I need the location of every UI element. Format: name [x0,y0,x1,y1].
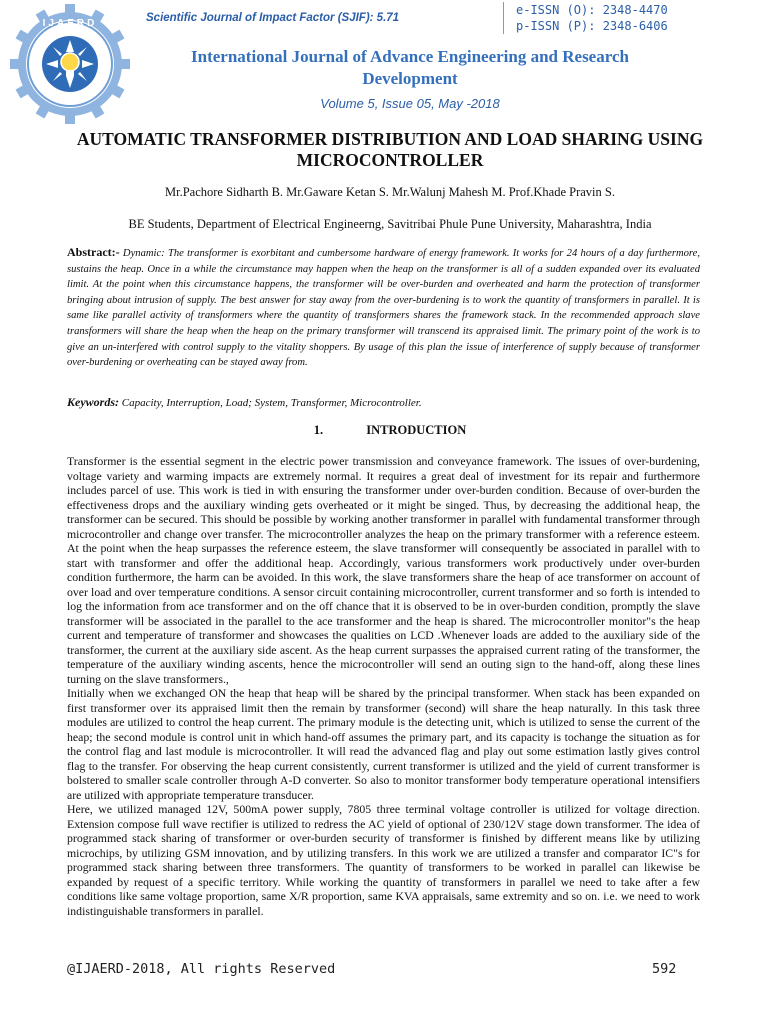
section-number: 1. [313,423,324,437]
volume-issue: Volume 5, Issue 05, May -2018 [320,96,500,111]
paragraph: Transformer is the essential segment in the electric power transmission and conveyance framework. The issues of over-burdening, voltage variety and warming impacts are extremely normal. It requires a great deal of investment for its repair and furthermore includes parcel of use. This work is tied in with ensuring the transformer under over-burden condition. Because of over-burden the effectiveness drops and the auxiliary winding gets overheated or it might be singed. Thus, by decreasing the additional heap, the transformer can be secured. This should be possible by working another transformer in parallel with fundamental transformer through microcontroller and change over transfer. The microcontroller analyzes the heap on the primary transformer with a reference esteem. At the point when the heap surpasses the reference esteem, the slave transformer will consequently be associated in parallel with to start with transformer and offer the additional heap. Accordingly, various transformers work productively under over-burden condition furthermore, the harm can be avoided. In this work, the slave transformers share the heap of ace transformer on account of over load and over temperature conditions. A sensor circuit containing microcontroller, current transformer and so forth is intended to log the information from ace transformer and on the off chance that it is observed to be in over-burden condition, promptly the slave transformer will be associated in the parallel to the ace transformer and the heap is shared. The microcontroller monitor"s the heap current and temperature of transformer and showcases the qualities on LCD .Whenever loads are added to the auxiliary side of the transformer, the current at the auxiliary side ascent. As the heap current surpasses the appraised current rating of the transformer, the temperature of the auxiliary winding ascents, hence the microcontroller will send an outing sign to the hand-off, along these lines turning on the slave transformers., [67,454,700,686]
eissn: e-ISSN (O): 2348-4470 [516,3,668,17]
paragraph: Here, we utilized managed 12V, 500mA power supply, 7805 three terminal voltage controller is utilized for voltage direction. Extension compose full wave rectifier is utilized to redress the AC yield of optional of 230/12V stage down transformer. The idea of programmed stack sharing of transformer or over-burden security of transformer is finished by different means like by utilizing microchips, by utilizing GSM innovation, and by utilizing transfers. In this work we are utilized a transfer and comparator IC"s for programmed stack sharing between three transformers. The quantity of transformers to be worked in parallel can likewise be expanded by request of a specific territory. While working the quantity of transformers in parallel we need to take after a few conditions like same voltage proportion, same X/R proportion, same KVA appraisals, same extremity and so on. i.e. we need to work indistinguishable transformers in parallel. [67,802,700,918]
paper-title [40,129,740,171]
copyright: @IJAERD-2018, All rights Reserved [67,961,336,977]
journal-logo [8,2,132,126]
abstract-text: Dynamic: The transformer is exorbitant and cumbersome hardware of energy framework. It works for 24 hours of a day furthermore, sustains the heap. Once in a while the circumstance may happen when the heap on the transformer is all of a sudden expanded over its evaluated limit. At the point when this circumstance happens, the transformer will be over-burden and overheated and harm the protection of transformer bringing about intrusion of supply. The best answer for stay away from the over-burdening is to work the quantity of transformers in parallel. It is same like parallel activity of transformers where the quantity of transformers shares the framework stack. In the recommended approach slave transformers will share the heap when the heap on the primary transformer will transcend its appraised limit. The primary point of the work is to give an un-interfered with control supply to the vitality shoppers. By usage of this plan the issue of interference of supply because of transformer over-burdening or overheating can be stayed away from. [67,248,700,369]
keywords [67,395,700,410]
section-title: INTRODUCTION [366,423,467,437]
paragraph: Initially when we exchanged ON the heap that heap will be shared by the principal transformer. When stack has been expanded on first transformer over its appraised limit then the remain by transformer (second) will share the heap naturally. In this task three modules are utilized to control the heap current. The primary module is the detecting unit, which is utilized to sense the current of the heap; the second module is control unit in which hand-off assumes the primary part, and its capacity is tochange the situation as for the control flag and last module is microcontroller. It will read the advanced flag and play out some estimation lastly gives control flag to the transfer. For observing the heap current consistently, current transformer is utilized and the yield of current transformer is bolstered to smaller scale controller through A-D converter. So also to monitor transformer body temperature operational intensifiers are utilized with appropriate temperature transducer. [67,686,700,802]
keywords-label: Keywords: [67,395,119,409]
section-heading [290,423,490,438]
paper-title-line2: MICROCONTROLLER [296,150,484,170]
impact-factor: Scientific Journal of Impact Factor (SJIF): 5.71 [146,12,400,24]
keywords-text: Capacity, Interruption, Load; System, Transformer, Microcontroller. [121,397,422,409]
abstract-label: Abstract:- [67,245,120,259]
paper-title-line1: AUTOMATIC TRANSFORMER DISTRIBUTION AND LOAD SHARING USING [76,129,704,149]
page-number: 592 [652,961,677,977]
issn-block [503,2,668,34]
pissn: p-ISSN (P): 2348-6406 [516,19,668,33]
authors: Mr.Pachore Sidharth B. Mr.Gaware Ketan S. Mr.Walunj Mahesh M. Prof.Khade Pravin S. [165,185,615,199]
journal-name-line2: Development [362,69,458,88]
journal-name [140,46,680,90]
svg-text:IJAERD: IJAERD [42,18,98,29]
journal-name-line1: International Journal of Advance Engineering and Research [191,47,629,66]
body-text [67,454,700,918]
abstract [67,245,700,371]
affiliation: BE Students, Department of Electrical Engineerng, Savitribai Phule Pune University, Maharashtra, India [128,217,652,231]
